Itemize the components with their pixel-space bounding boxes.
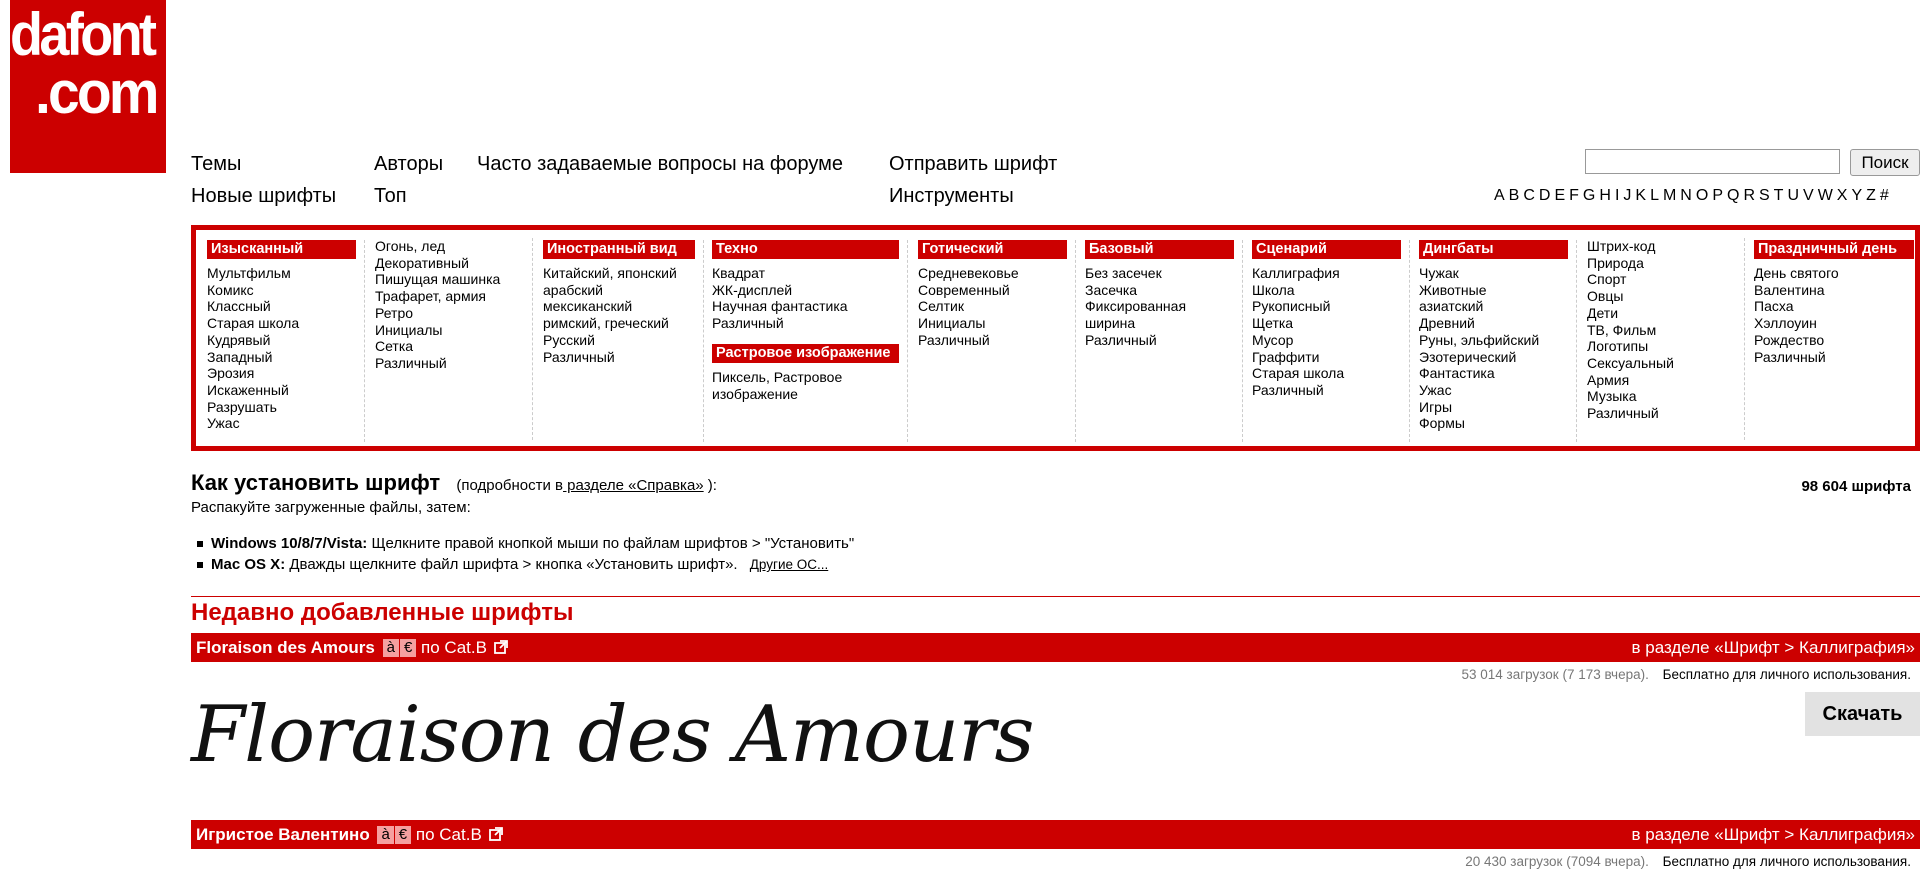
categories-box bbox=[191, 225, 1920, 451]
alpha-letter[interactable]: U bbox=[1787, 187, 1800, 204]
search-input[interactable] bbox=[1585, 149, 1840, 174]
category-item[interactable]: Различный bbox=[375, 354, 447, 371]
details-suffix: ): bbox=[703, 477, 717, 494]
category-item[interactable]: Различный bbox=[712, 315, 784, 332]
category-item[interactable]: Сетка bbox=[375, 338, 414, 355]
nav-submit-font[interactable]: Отправить шрифт bbox=[889, 153, 1058, 175]
mac-instructions bbox=[197, 556, 828, 573]
external-link-icon[interactable] bbox=[489, 821, 503, 850]
category-item[interactable]: Школа bbox=[1252, 281, 1295, 298]
category-item[interactable]: ширина bbox=[1085, 315, 1136, 332]
euro-badge: € bbox=[395, 826, 411, 844]
alpha-letter[interactable]: F bbox=[1569, 187, 1579, 204]
category-item[interactable]: Хэллоуин bbox=[1754, 315, 1817, 332]
alpha-letter[interactable]: V bbox=[1803, 187, 1814, 204]
category-item[interactable]: Мультфильм bbox=[207, 265, 291, 281]
category-item[interactable]: Инициалы bbox=[375, 321, 443, 338]
category-item[interactable]: Различный bbox=[543, 348, 615, 365]
search-button[interactable]: Поиск bbox=[1850, 149, 1920, 176]
category-item[interactable]: Селтик bbox=[918, 298, 964, 315]
font-count: 98 604 шрифта bbox=[1801, 478, 1911, 495]
category-item[interactable]: Научная фантастика bbox=[712, 298, 848, 315]
bullet-icon bbox=[197, 562, 203, 568]
category-item[interactable]: Китайский, японский bbox=[543, 265, 677, 281]
category-item[interactable]: ЖК-дисплей bbox=[712, 281, 793, 298]
category-item[interactable]: Овцы bbox=[1587, 288, 1624, 305]
license-text: Бесплатно для личного использования. bbox=[1662, 667, 1911, 682]
category-item[interactable]: Инициалы bbox=[918, 315, 986, 332]
nav-tools[interactable]: Инструменты bbox=[889, 185, 1014, 207]
category-column bbox=[1754, 240, 1914, 442]
category-header[interactable]: Иностранный вид bbox=[543, 240, 695, 259]
font-title bbox=[196, 633, 508, 663]
alpha-letter[interactable]: J bbox=[1623, 187, 1632, 204]
category-header[interactable]: Растровое изображение bbox=[712, 344, 899, 363]
font-header-bar bbox=[191, 633, 1920, 662]
alpha-letter[interactable]: # bbox=[1879, 187, 1889, 204]
install-details bbox=[456, 477, 717, 494]
bullet-icon bbox=[197, 541, 203, 547]
alphabet-nav bbox=[1494, 187, 1889, 205]
category-item[interactable]: Старая школа bbox=[1252, 365, 1345, 382]
category-header[interactable]: Праздничный день bbox=[1754, 240, 1914, 259]
logo-line-2: .com bbox=[35, 59, 157, 126]
install-heading bbox=[191, 470, 717, 496]
category-column bbox=[207, 240, 365, 442]
category-item[interactable]: Огонь, лед bbox=[375, 238, 446, 254]
category-item[interactable]: Без засечек bbox=[1085, 265, 1162, 281]
logo-line-1: dafont bbox=[10, 1, 154, 68]
category-item[interactable]: Игры bbox=[1419, 398, 1453, 415]
category-item[interactable]: Армия bbox=[1587, 371, 1630, 388]
category-column bbox=[1085, 240, 1243, 442]
category-header[interactable]: Готический bbox=[918, 240, 1067, 259]
category-item[interactable]: Русский bbox=[543, 331, 595, 348]
alpha-letter[interactable]: G bbox=[1582, 187, 1596, 204]
category-item[interactable]: Различный bbox=[1587, 405, 1659, 422]
category-item[interactable]: Граффити bbox=[1252, 348, 1320, 365]
category-item[interactable]: Спорт bbox=[1587, 271, 1627, 288]
category-item[interactable]: Фиксированная bbox=[1085, 298, 1187, 315]
euro-badge: € bbox=[400, 639, 416, 657]
category-item[interactable]: Современный bbox=[918, 281, 1010, 298]
category-item[interactable]: арабский bbox=[543, 281, 603, 298]
windows-text: Щелкните правой кнопкой мыши по файлам шрифтов > "Установить" bbox=[367, 535, 855, 552]
alpha-letter[interactable]: O bbox=[1695, 187, 1709, 204]
category-item[interactable]: Средневековье bbox=[918, 265, 1019, 281]
category-item[interactable]: Ретро bbox=[375, 304, 414, 321]
font-author[interactable]: Cat.B bbox=[444, 638, 487, 657]
category-item[interactable]: Природа bbox=[1587, 254, 1644, 271]
nav-top[interactable]: Топ bbox=[374, 185, 407, 207]
alpha-letter[interactable]: N bbox=[1680, 187, 1692, 204]
font-header-bar bbox=[191, 820, 1920, 849]
accents-badge: à bbox=[383, 639, 399, 657]
category-item[interactable]: Декоративный bbox=[375, 254, 469, 271]
category-column bbox=[543, 240, 704, 442]
category-item[interactable]: Пасха bbox=[1754, 298, 1794, 315]
category-header[interactable]: Дингбаты bbox=[1419, 240, 1568, 259]
download-count: 53 014 загрузок (7 173 вчера). bbox=[1461, 667, 1649, 682]
category-item[interactable]: римский, греческий bbox=[543, 315, 669, 332]
mac-text: Дважды щелкните файл шрифта > кнопка «Установить шрифт». bbox=[285, 556, 738, 573]
category-header[interactable]: Техно bbox=[712, 240, 899, 259]
category-item[interactable]: Щетка bbox=[1252, 315, 1294, 332]
alpha-letter[interactable]: H bbox=[1599, 187, 1611, 204]
alpha-letter[interactable]: W bbox=[1817, 187, 1833, 204]
category-item[interactable]: Рождество bbox=[1754, 331, 1825, 348]
font-name[interactable]: Floraison des Amours bbox=[196, 638, 375, 657]
category-column bbox=[375, 238, 533, 440]
dafont-logo[interactable] bbox=[10, 0, 166, 173]
category-header[interactable]: Изысканный bbox=[207, 240, 356, 259]
category-column bbox=[712, 240, 908, 442]
category-item[interactable]: Руны, эльфийский bbox=[1419, 331, 1540, 348]
mac-label: Mac OS X: bbox=[211, 556, 286, 573]
category-item[interactable]: Разрушать bbox=[207, 398, 277, 415]
category-header[interactable]: Базовый bbox=[1085, 240, 1234, 259]
alpha-letter[interactable]: L bbox=[1650, 187, 1659, 204]
category-column bbox=[1252, 240, 1410, 442]
category-item[interactable]: Засечка bbox=[1085, 281, 1138, 298]
external-link-icon[interactable] bbox=[494, 634, 508, 663]
alpha-letter[interactable]: M bbox=[1662, 187, 1677, 204]
category-item[interactable]: Фантастика bbox=[1419, 365, 1495, 382]
category-header[interactable]: Сценарий bbox=[1252, 240, 1401, 259]
category-item[interactable]: Рукописный bbox=[1252, 298, 1331, 315]
category-column bbox=[1587, 238, 1745, 440]
category-item[interactable]: Старая школа bbox=[207, 315, 300, 332]
category-item[interactable]: ТВ, Фильм bbox=[1587, 321, 1657, 338]
category-item[interactable]: Эзотерический bbox=[1419, 348, 1517, 365]
category-item[interactable]: Различный bbox=[1754, 348, 1826, 365]
category-item[interactable]: Различный bbox=[918, 331, 990, 348]
category-item[interactable]: Ужас bbox=[207, 415, 240, 432]
alpha-letter[interactable]: S bbox=[1759, 187, 1770, 204]
windows-instructions bbox=[197, 535, 854, 552]
category-item[interactable]: Формы bbox=[1419, 415, 1465, 432]
category-item[interactable]: Различный bbox=[1252, 381, 1324, 398]
category-item[interactable]: Искаженный bbox=[207, 381, 289, 398]
unzip-text: Распакуйте загруженные файлы, затем: bbox=[191, 499, 471, 516]
alpha-letter[interactable]: T bbox=[1773, 187, 1784, 204]
by-text: по bbox=[421, 638, 440, 657]
font-title bbox=[196, 820, 503, 850]
category-item[interactable]: азиатский bbox=[1419, 298, 1484, 315]
category-item[interactable]: Пишущая машинка bbox=[375, 271, 501, 288]
category-item[interactable]: Классный bbox=[207, 298, 271, 315]
font-stats bbox=[1465, 854, 1911, 869]
help-section-link[interactable]: разделе «Справка» bbox=[563, 477, 704, 494]
nav-new-fonts[interactable]: Новые шрифты bbox=[191, 185, 337, 207]
category-item[interactable]: Западный bbox=[207, 348, 273, 365]
category-item[interactable]: Штрих-код bbox=[1587, 238, 1656, 254]
alpha-letter[interactable]: C bbox=[1523, 187, 1535, 204]
category-item[interactable]: Различный bbox=[1085, 331, 1157, 348]
category-item[interactable]: мексиканский bbox=[543, 298, 633, 315]
category-column bbox=[918, 240, 1076, 442]
category-item[interactable]: Древний bbox=[1419, 315, 1475, 332]
alpha-letter[interactable]: Q bbox=[1726, 187, 1740, 204]
category-column bbox=[1419, 240, 1577, 442]
category-item[interactable]: Эрозия bbox=[207, 365, 255, 382]
category-item[interactable]: Пиксель, Растровое bbox=[712, 368, 843, 385]
font-category-link[interactable]: в разделе «Шрифт > Каллиграфия» bbox=[1631, 638, 1915, 657]
category-item[interactable]: Комикс bbox=[207, 281, 254, 298]
download-count: 20 430 загрузок (7094 вчера). bbox=[1465, 854, 1649, 869]
font-stats bbox=[1461, 667, 1911, 682]
accents-badge: à bbox=[377, 826, 393, 844]
nav-themes[interactable]: Темы bbox=[191, 153, 242, 175]
category-item[interactable]: Мусор bbox=[1252, 331, 1294, 348]
category-item[interactable]: Чужак bbox=[1419, 265, 1459, 281]
category-item[interactable]: Логотипы bbox=[1587, 338, 1649, 355]
category-item[interactable]: День святого bbox=[1754, 265, 1839, 281]
font-category-link[interactable]: в разделе «Шрифт > Каллиграфия» bbox=[1631, 825, 1915, 844]
alpha-letter[interactable]: A bbox=[1494, 187, 1505, 204]
category-item[interactable]: Сексуальный bbox=[1587, 354, 1674, 371]
category-item[interactable]: Животные bbox=[1419, 281, 1487, 298]
alpha-letter[interactable]: I bbox=[1614, 187, 1620, 204]
divider bbox=[191, 596, 1920, 597]
alpha-letter[interactable]: P bbox=[1712, 187, 1723, 204]
category-item[interactable]: Квадрат bbox=[712, 265, 766, 281]
alpha-letter[interactable]: E bbox=[1554, 187, 1566, 204]
category-item[interactable]: Дети bbox=[1587, 304, 1619, 321]
category-item[interactable]: Ужас bbox=[1419, 381, 1452, 398]
category-item[interactable]: Кудрявый bbox=[207, 331, 271, 348]
category-item[interactable]: изображение bbox=[712, 385, 798, 402]
details-prefix: (подробности в bbox=[456, 477, 564, 494]
by-text: по bbox=[415, 825, 435, 844]
nav-faq[interactable]: Часто задаваемые вопросы на форуме bbox=[477, 153, 843, 175]
alpha-letter[interactable]: D bbox=[1538, 187, 1551, 204]
license-text: Бесплатно для личного использования. bbox=[1662, 854, 1911, 869]
install-title: Как установить шрифт bbox=[191, 470, 441, 495]
alpha-letter[interactable]: R bbox=[1743, 187, 1755, 204]
category-item[interactable]: Трафарет, армия bbox=[375, 288, 486, 305]
font-preview[interactable]: Floraison des Amours bbox=[191, 690, 1034, 780]
font-name[interactable]: Игристое Валентино bbox=[196, 825, 370, 844]
font-author[interactable]: Cat.B bbox=[439, 825, 482, 844]
alpha-letter[interactable]: X bbox=[1836, 187, 1848, 204]
alpha-letter[interactable]: Z bbox=[1866, 187, 1876, 204]
other-os-link[interactable]: Другие ОС... bbox=[749, 557, 829, 572]
alpha-letter[interactable]: Y bbox=[1851, 187, 1863, 204]
nav-authors[interactable]: Авторы bbox=[374, 153, 444, 175]
windows-label: Windows 10/8/7/Vista: bbox=[211, 535, 368, 552]
alpha-letter[interactable]: K bbox=[1635, 187, 1647, 204]
download-button[interactable]: Скачать bbox=[1805, 692, 1920, 736]
alpha-letter[interactable]: B bbox=[1508, 187, 1520, 204]
category-item[interactable]: Каллиграфия bbox=[1252, 265, 1340, 281]
recent-fonts-title: Недавно добавленные шрифты bbox=[191, 599, 574, 626]
category-item[interactable]: Музыка bbox=[1587, 388, 1637, 405]
category-item[interactable]: Валентина bbox=[1754, 281, 1825, 298]
